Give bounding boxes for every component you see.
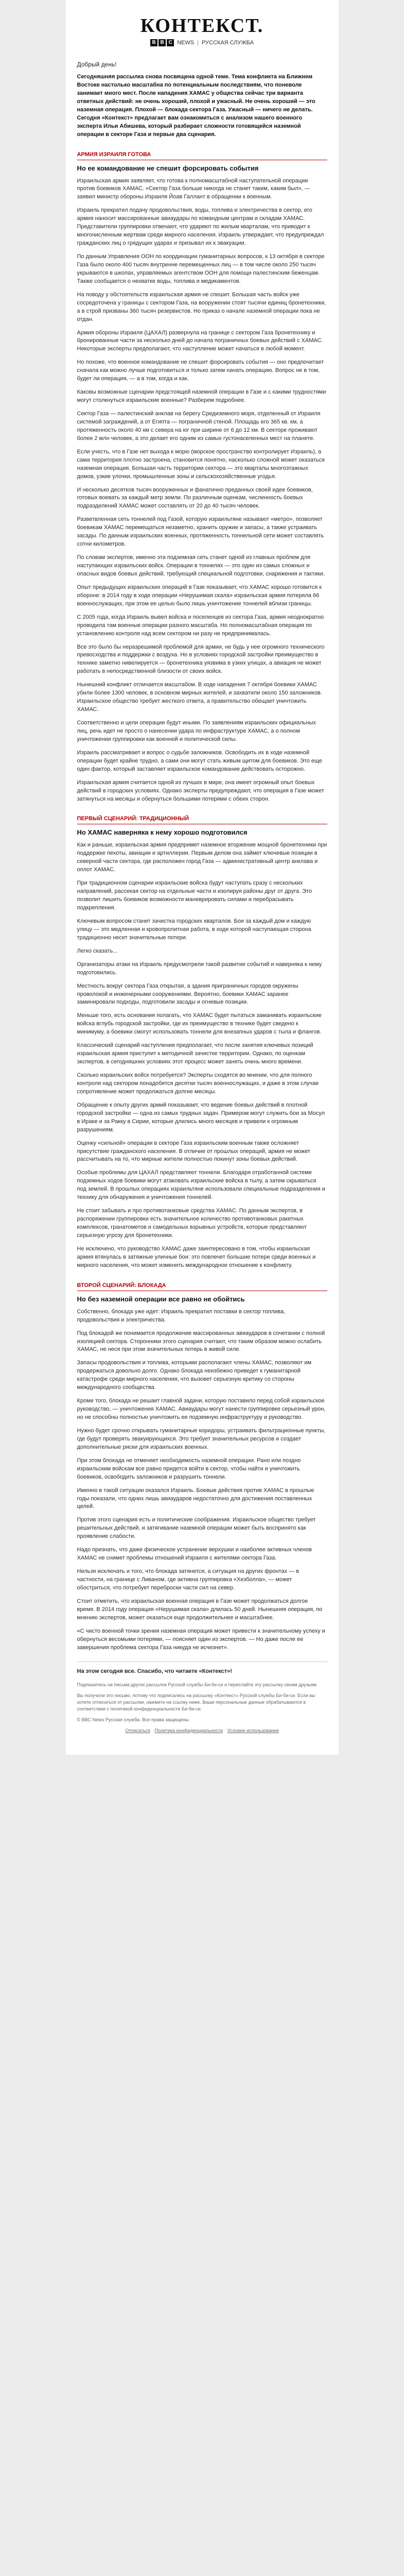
article-paragraph: Нужно будет срочно открывать гуманитарные коридоры, устраивать фильтрационные пункты, где будут проверять эвакуирующихся. Это требует значительных ресурсов и создает дополнительные риски для израильских военных. <box>77 1427 326 1450</box>
footer-paragraph: Вы получили это письмо, потому что подписались на рассылку «Контекст» Русской службы Би-би-си. Если вы хотите отписаться от рассылки, нажмите на ссылку ниже. Ваши персональные данные обрабатываются в соответствии с политикой конфиденциальности Би-би-си. <box>77 1692 315 1711</box>
article-paragraph: Меньше того, есть основания полагать, что ХАМАС будет пытаться заманивать израильские войска вглубь городской застройки, где их преимущество в технике будет сведено к минимуму, а боевики смогут использовать тоннели для внезапных ударов с тыла и флангов. <box>77 1012 322 1036</box>
article-paragraph: Запасы продовольствия и топлива, которыми располагают члены ХАМАС, позволяют им продержаться довольно долго. Однако блокада неизбежно приведет к гуманитарной катастрофе среди мирного населения, что вызовет серьезную критику со стороны международного сообщества. <box>77 1360 312 1391</box>
section-label: ВТОРОЙ СЦЕНАРИЙ: БЛОКАДА <box>77 1279 327 1291</box>
bbc-block-c: C <box>167 39 174 46</box>
article-paragraph: При этом блокада не отменяет необходимость наземной операции. Рано или поздно израильским войскам все равно придется войти в сектор, чтобы найти и уничтожить боевиков, освободить заложников и разрушить тоннели. <box>77 1457 301 1480</box>
article-paragraph: Именно в такой ситуации оказался Израиль. Боевые действия против ХАМАС в прошлые годы показали, что одних лишь авиаударов недостаточно для достижения поставленных целей. <box>77 1487 314 1510</box>
newsletter-sheet <box>66 0 339 1755</box>
article-paragraph: Израиль прекратил подачу продовольствия, воды, топлива и электричества в сектор, его армия наносит массированные авиаудары по командным центрам и складам ХАМАС. Представители группировки отвечают, что ударяют по жилым кварталам, что приводит к многочисленным жертвам среди мирного населения. Израиль утверждает, что предупреждал гражданских лиц о грядущих ударах и призывал их к эвакуации. <box>77 207 324 247</box>
article-paragraph: Опыт предыдущих израильских операций в Газе показывает, что ХАМАС хорошо готовится к обороне: в 2014 году в ходе операции «Нерушимая скала» израильская армия потеряла 66 военнослужащих, при этом ее целью было лишь уничтожение тоннелей вблизи границы. <box>77 584 322 607</box>
closing-line: На этом сегодня все. Спасибо, что читаете «Контекст»! <box>77 1668 232 1674</box>
article-paragraph: Классический сценарий наступления предполагает, что после занятия ключевых позиций израильская армия приступит к методичной зачистке территории. Однако, по оценкам экспертов, в сегодняшних условиях этот процесс может занять очень много времени. <box>77 1042 313 1065</box>
article-paragraph: Против этого сценария есть и политические соображения. Израильское общество требует решительных действий, и затягивание наземной операции может быть воспринято как проявление слабости. <box>77 1517 316 1540</box>
article-paragraph: Соответственно и цели операции будут иными. По заявлениям израильских официальных лиц, речь идет не просто о нанесении удара по инфраструктуре ХАМАС, а о полном уничтожении группировки как военной и политической силы. <box>77 720 316 742</box>
unsubscribe-link[interactable]: Отписаться <box>125 1727 150 1733</box>
news-label: NEWS <box>177 40 195 46</box>
footer-links <box>77 1727 327 1734</box>
article-paragraph: Легко сказать... <box>77 947 118 954</box>
article-paragraph: Сектор Газа — палестинский анклав на берегу Средиземного моря, отделенный от Израиля системой заграждений, а от Египта — пограничной стеной. Площадь его 365 кв. км, а протяженность около 40 км с севера на юг при ширине от 6 до 12 км. В секторе проживают более 2 млн человек, а это делает его одним из самых густонаселенных мест на планете. <box>77 411 321 442</box>
greeting: Добрый день! <box>77 61 117 68</box>
article-paragraph: Но похоже, что военное командование не спешит форсировать события — оно предпочитает сначала как можно лучше подготовиться и только затем начать операцию. Вопрос не в том, будет ли операция, — а в том, когда и как. <box>77 359 324 382</box>
article-paragraph: Обращение к опыту других армий показывает, что ведение боевых действий в плотной городской застройке — одна из самых трудных задач. Примером могут служить бои за Мосул в Ираке и за Ракку в Сирии, которые длились много месяцев и привели к огромным разрушениям. <box>77 1101 325 1133</box>
section-label: АРМИЯ ИЗРАИЛЯ ГОТОВА <box>77 148 327 160</box>
bbc-block-b2: B <box>159 39 166 46</box>
bbc-block-b1: B <box>150 39 157 46</box>
article-paragraph: На поводу у обстоятельств израильская армия не спешит. Большая часть войск уже сосредоточена у границы с сектором Газа, на вооружении стоят тысячи единиц бронетехники, а в строй призваны 360 тысяч резервистов. Но приказ о начале наземной операции пока не отдан. <box>77 291 326 323</box>
article-paragraph: Ключевым вопросом станет зачистка городских кварталов. Бои за каждый дом и каждую улицу — это медленная и кровопролитная работа, в ходе которой наступающая сторона традиционно несет значительные потери. <box>77 918 311 941</box>
section-title: Но ХАМАС наверняка к нему хорошо подготовился <box>77 828 248 837</box>
terms-link[interactable]: Условия использования <box>227 1727 279 1733</box>
privacy-link[interactable]: Политика конфиденциальности <box>154 1727 223 1733</box>
article-paragraph: Нынешний конфликт отличается масштабом. В ходе нападения 7 октября боевики ХАМАС убили более 1300 человек, в основном мирных жителей, и захватили около 150 заложников. Израильское общество требует жесткого ответа, а правительство обещает уничтожить ХАМАС. <box>77 682 322 713</box>
article-paragraph: Кроме того, блокада не решает главной задачи, которую поставило перед собой израильское руководство, — уничтожения ХАМАС. Авиаудары могут нанести группировке серьезный урон, но не способны полностью уничтожить ее подземную инфраструктуру и руководство. <box>77 1398 326 1420</box>
article-paragraph: Под блокадой же понимается продолжение массированных авиаударов в сочетании с полной изоляцией сектора. Сторонники этого сценария считают, что таким образом можно ослабить ХАМАС, не неся при этом значительных потерь в живой силе. <box>77 1330 325 1353</box>
article-paragraph: Каковы возможные сценарии предстоящей наземной операции в Газе и с какими трудностями могут столкнуться израильские военные? Разберем подробнее. <box>77 389 326 404</box>
article-paragraph: Сколько израильских войск потребуется? Эксперты сходятся во мнении, что для полного контроля над сектором понадобятся десятки тысяч военнослужащих, и даже в этом случае сопротивление может продолжаться долгие месяцы. <box>77 1072 319 1095</box>
section-title: Но без наземной операции все равно не обойтись <box>77 1295 245 1303</box>
intro-paragraph: Сегодняшняя рассылка снова посвящена одной теме. Тема конфликта на Ближнем Востоке настолько масштабна по потенциальным последствиям, что поневоле занимает много мест. После нападения ХАМАС у общества сейчас три варианта ответных действий: не очень хороший, плохой и ужасный. Не очень хороший — это наземная операция. Плохой — блокада сектора Газа. Ужасный — ничего не делать. Сегодня «Контекст» предлагает вам ознакомиться с анализом нашего военного эксперта Ильи Абишева, который разбирает сложности готовящейся наземной операции в секторе Газа и первые два сценария. <box>77 74 315 138</box>
sections-container <box>77 148 327 1652</box>
bbc-logo <box>150 39 174 46</box>
article-paragraph: Если учесть, что в Газе нет выхода к морю (морское пространство контролирует Израиль), а сама территория плотно застроена, становится понятно, насколько сложной может оказаться наземная операция. Большая часть территории сектора — это кварталы многоэтажных домов, узкие улочки, промышленные зоны и сельскохозяйственные угодья. <box>77 448 325 480</box>
brand-line <box>77 39 327 46</box>
article-paragraph: Израильская армия считается одной из лучших в мире, она имеет огромный опыт боевых действий в городских условиях. Однако эксперты предупреждают, что операция в Газе может затянуться на месяцы и обернуться большими потерями с обеих сторон. <box>77 779 324 802</box>
newsletter-logo: КОНТЕКСТ. <box>140 15 264 37</box>
section-label: ПЕРВЫЙ СЦЕНАРИЙ: ТРАДИЦИОННЫЙ <box>77 812 327 824</box>
footer-paragraph: © BBC News Русская служба. Все права защищены. <box>77 1717 190 1722</box>
footer-paragraph: Подпишитесь на письма других рассылок Русской службы Би-би-си и переслайте эту рассылку своим друзьям. <box>77 1682 318 1687</box>
article-paragraph: «С чисто военной точки зрения наземная операция может привести к значительному успеху и обернуться весомыми потерями, — поясняет один из экспертов. — Но даже после ее завершения проблема сектора Газа никуда не исчезнет». <box>77 1628 325 1651</box>
article-paragraph: С 2005 года, когда Израиль вывел войска и поселенцев из сектора Газа, армия неоднократно проводила там военные операции разного масштаба. Но полномасштабная операция по установлению контроля над всем сектором ни разу не предпринималась. <box>77 614 324 637</box>
article-paragraph: Местность вокруг сектора Газа открытая, а здания приграничных городов окружены проволокой и инженерными сооружениями. Вероятно, боевики ХАМАС заранее заминировали подходы, подготовили засады и огневые позиции. <box>77 982 298 1006</box>
article-paragraph: Израиль рассматривает и вопрос о судьбе заложников. Освободить их в ходе наземной операции будет крайне трудно, а сами они могут стать живым щитом для боевиков. Это еще один фактор, который заставляет израильское командование действовать осторожно. <box>77 749 322 772</box>
article-paragraph: По данным Управления ООН по координации гуманитарных вопросов, к 13 октября в секторе Газа было около 400 тысяч внутренне перемещенных лиц — в том числе около 250 тысяч укрываются в школах, управляемых агентством ООН для помощи палестинским беженцам. Также сообщается о нехватке воды, топлива и медикаментов. <box>77 253 325 284</box>
article-paragraph: Израильская армия заявляет, что готова к полномасштабной наступательной операции против боевиков ХАМАС. «Сектор Газа больше никогда не станет таким, каким был», — заявил министр обороны Израиля Йоав Галлант в обращении к военным. <box>77 177 310 200</box>
article-paragraph: Организаторы атаки на Израиль предусмотрели такой развитие событий и наверняка к нему подготовились. <box>77 961 322 976</box>
article-paragraph: Особые проблемы для ЦАХАЛ представляют тоннели. Благодаря отработанной системе подземных ходов боевики могут атаковать израильские войска в тылу, а затем скрываться под землей. В прошлых операциях израильтяне использовали специальные подразделения и технику для обнаружения и уничтожения тоннелей. <box>77 1170 325 1201</box>
separator: | <box>197 40 199 46</box>
article-paragraph: Армия обороны Израиля (ЦАХАЛ) развернула на границе с сектором Газа бронетехнику и бронированные части за несколько дней до начала пограничных боевых действий с ХАМАС. Некоторые эксперты предполагают, что наступление может начаться в любой момент. <box>77 329 323 352</box>
footer <box>77 1682 327 1734</box>
article-paragraph: Как и раньше, израильская армия предпримет наземное вторжение мощной бронетехники при поддержке пехоты, авиации и артиллерии. Первым делом она займет ключевые позиции в северной части сектора, где расположен город Газа — административный центр анклава и оплот ХАМАС. <box>77 842 327 873</box>
article-paragraph: При традиционном сценарии израильские войска будут наступать сразу с нескольких направлений, рассекая сектор на отдельные части и изолируя районы друг от друга. Это позволит лишить боевиков возможности маневрировать силами и перебрасывать подкрепления. <box>77 880 312 911</box>
article-paragraph: Надо признать, что даже физическое устранение верхушки и наиболее активных членов ХАМАС не снимет проблемы отношений Израиля с жителями сектора Газа. <box>77 1547 312 1562</box>
article-paragraph: По словам экспертов, именно эта подземная сеть станет одной из главных проблем для наступающих израильских войск. Операции в тоннелях — это один из самых сложных и опасных видов боевых действий, требующий специальной подготовки, снаряжения и тактики. <box>77 554 325 577</box>
article-paragraph: Стоит отметить, что израильская военная операция в Газе может продолжаться долгое время. В 2014 году операция «Нерушимая скала» длилась 50 дней. Нынешняя операция, по мнению экспертов, может оказаться еще продолжительнее и масштабнее. <box>77 1598 323 1621</box>
article-paragraph: Не стоит забывать и про противотанковые средства ХАМАС. По данным экспертов, в распоряжении группировки есть значительное количество противотанковых ракетных комплексов, гранатометов и самодельных взрывных устройств, которые представляют серьезную угрозу для бронетехники. <box>77 1208 307 1239</box>
section-title: Но ее командование не спешит форсировать события <box>77 164 259 172</box>
article-paragraph: И несколько десятков тысяч вооруженных и фанатично преданных своей идее боевиков, готовых воевать за каждый метр земли. По различным оценкам, численность боевых подразделений ХАМАС может составлять от 20 до 40 тысяч человек. <box>77 486 313 510</box>
article-paragraph: Оценку «сильной» операции в секторе Газа израильским военным также осложняет присутствие гражданского населения. В отличие от прошлых операций, армия не может рассчитывать на то, что мирные жители полностью покинут зоны боевых действий. <box>77 1140 310 1163</box>
service-label: РУССКАЯ СЛУЖБА <box>201 40 254 46</box>
article-paragraph: Разветвленная сеть тоннелей под Газой, которую израильтяне называют «метро», позволяет боевикам ХАМАС перемещаться незаметно, хранить оружие и запасы, а также устраивать засады. По данным израильских военных, протяженность тоннельной сети может составлять сотни километров. <box>77 516 324 548</box>
masthead <box>77 9 327 49</box>
article-paragraph: Не исключено, что руководство ХАМАС даже заинтересовано в том, чтобы израильская армия втянулась в затяжные уличные бои: это повлечет большие потери среди военных и мирного населения, что может изменить международное отношение к конфликту. <box>77 1245 316 1268</box>
article-paragraph: Все это было бы неразрешимой проблемой для армии, не будь у нее огромного технического превосходства и поддержки с воздуха. Но в условиях городской застройки преимущество в технике заметно нивелируется — бронетехника уязвима в узких улицах, а авиация не может работать в непосредственной близости от своих войск. <box>77 643 325 675</box>
article-paragraph: Нельзя исключать и того, что блокада затянется, а ситуация на других фронтах — в частности, на границе с Ливаном, где активна группировка «Хезболла», — может обостриться, что потребует переброски части сил на север. <box>77 1568 300 1591</box>
article-paragraph: Собственно, блокада уже идет: Израиль прекратил поставки в сектор топлива, продовольствия и электричества. <box>77 1308 286 1323</box>
